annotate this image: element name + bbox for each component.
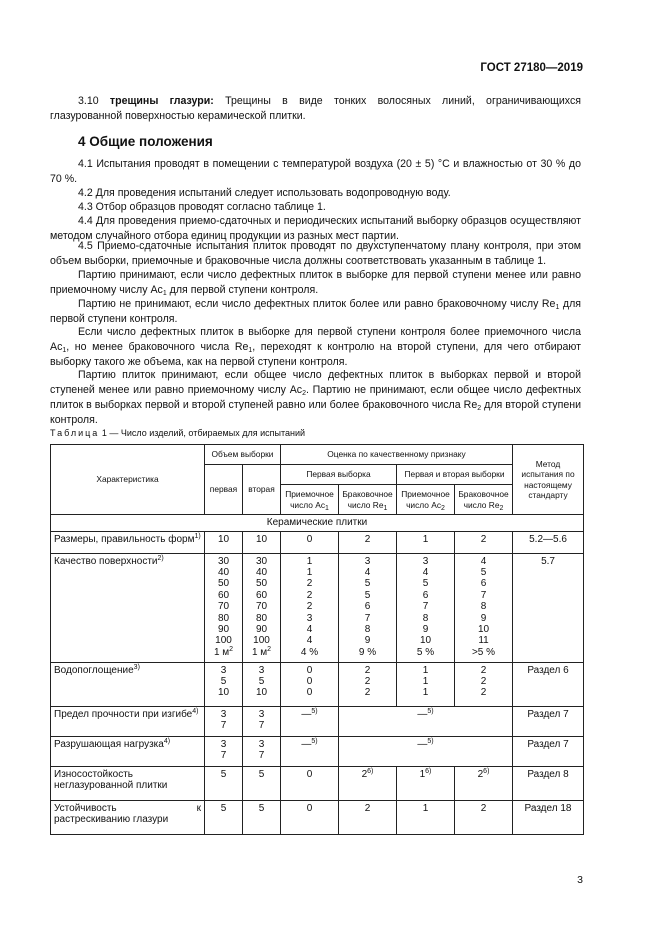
dash: — bbox=[417, 738, 428, 750]
footnote-ref: 4) bbox=[192, 707, 199, 715]
cell-value: 1 bbox=[306, 566, 313, 578]
paragraph-4-4: 4.4 Для проведения приемо-сдаточных и периодических испытаний выборку образцов осуществляют методом случайного отбора единиц продукции из разных мест партии. bbox=[50, 215, 581, 242]
cell-value: 7 bbox=[422, 601, 429, 613]
cell-value: 6 bbox=[422, 589, 429, 601]
cell-value: 9 % bbox=[358, 646, 377, 658]
cell-value: 2 bbox=[480, 687, 487, 699]
cell-reject-second bbox=[455, 800, 513, 834]
cell-value: 4 bbox=[306, 623, 313, 635]
cell-reject-first bbox=[339, 800, 397, 834]
cell-value: 3 bbox=[422, 555, 429, 567]
header-first: первая bbox=[205, 465, 243, 515]
cell-accept-second bbox=[397, 553, 455, 662]
cell-value: 40 bbox=[255, 566, 268, 578]
text-part: , но менее браковочного числа Re bbox=[66, 341, 249, 353]
definition-text: Трещины в виде тонких волосяных линий, ограничивающихся глазурованной поверхностью керамической плитки. bbox=[50, 95, 581, 122]
cell-value: 5 % bbox=[416, 646, 435, 658]
cell-value: 80 bbox=[217, 612, 230, 624]
cell-method: Раздел 7 bbox=[513, 736, 584, 766]
cell-reject-first bbox=[339, 553, 397, 662]
row-characteristic bbox=[51, 766, 205, 800]
cell-value: 1 bbox=[422, 533, 429, 545]
cell-value: 80 bbox=[255, 612, 268, 624]
cell-value: 0 bbox=[306, 687, 313, 699]
subscript: 1 bbox=[162, 290, 167, 297]
cell-value: 5 bbox=[258, 768, 265, 780]
cell-value: 2 bbox=[480, 533, 487, 545]
subscript: 2 bbox=[302, 390, 306, 397]
cell-value: 8 bbox=[480, 601, 487, 613]
cell-value: 60 bbox=[255, 589, 268, 601]
cell-accept-second bbox=[397, 766, 455, 800]
cell-value: 5 bbox=[480, 566, 487, 578]
subscript: 2 bbox=[477, 405, 482, 412]
cell-value: 5 bbox=[364, 589, 371, 601]
cell-value: 3 bbox=[220, 708, 227, 720]
table-row bbox=[51, 662, 584, 706]
cell-value: 5 bbox=[220, 802, 227, 814]
footnote-ref: 5) bbox=[311, 707, 318, 715]
cell-value: 30 bbox=[255, 555, 268, 567]
footnote-ref: 2) bbox=[157, 554, 164, 562]
cell-value: 5 bbox=[220, 675, 227, 687]
cell-value: 2 bbox=[480, 664, 487, 676]
paragraph-4-5: 4.5 Приемо-сдаточные испытания плиток проводят по двухступенчатому плану контроля, при этом объем выборки, приемочные и браковочные числа должны соответствовать указанным в таблице 1. bbox=[50, 240, 581, 267]
table-row bbox=[51, 800, 584, 834]
header-method: Метод испытания по настоящему стандарту bbox=[513, 445, 584, 515]
cell-value: 6 bbox=[364, 601, 371, 613]
cell-value: 9 bbox=[480, 612, 487, 624]
cell-value: 2 bbox=[306, 578, 313, 590]
cell-method: Раздел 7 bbox=[513, 706, 584, 736]
cell-value: 3 bbox=[258, 738, 265, 750]
footnote-ref: 5) bbox=[427, 707, 434, 715]
cell-value: 2 bbox=[364, 675, 371, 687]
paragraph-reject-first bbox=[50, 297, 581, 327]
cell-value: 1 bbox=[422, 675, 429, 687]
cell-value: 5 bbox=[258, 675, 265, 687]
text-part: для первой ступени контроля. bbox=[166, 284, 319, 296]
cell-value: 10 bbox=[419, 635, 432, 647]
cell-value: 60 bbox=[217, 589, 230, 601]
definition-term: трещины глазури: bbox=[109, 95, 214, 107]
cell-value: 6 bbox=[480, 578, 487, 590]
cell-value: 5 bbox=[422, 578, 429, 590]
text-part: Если число дефектных плиток в выборке для первой ступени контроля более приемочного числа Ас bbox=[50, 326, 581, 353]
page-number: 3 bbox=[577, 874, 583, 886]
cell-accept-second bbox=[397, 662, 455, 706]
definition-3-10 bbox=[50, 94, 581, 124]
cell-value: 2 bbox=[480, 675, 487, 687]
cell-accept-first bbox=[281, 662, 339, 706]
cell-value: 1 bbox=[422, 687, 429, 699]
caption-word: Таблица bbox=[50, 428, 100, 438]
cell-reject-first bbox=[339, 531, 397, 553]
cell-value: 40 bbox=[217, 566, 230, 578]
cell-value: 70 bbox=[255, 601, 268, 613]
cell-volume-first bbox=[205, 662, 243, 706]
cell-volume-first bbox=[205, 531, 243, 553]
characteristic-name: Износостойкость неглазурованной плитки bbox=[54, 768, 168, 791]
table-row bbox=[51, 736, 584, 766]
cell-volume-second bbox=[243, 800, 281, 834]
cell-value: 90 bbox=[255, 623, 268, 635]
cell-value: 70 bbox=[217, 601, 230, 613]
subscript: 1 bbox=[555, 304, 560, 311]
section-title: 4 Общие положения bbox=[78, 134, 213, 149]
cell-value: 3 bbox=[220, 738, 227, 750]
cell-value: 100 bbox=[215, 635, 232, 647]
footnote-ref: 5) bbox=[311, 737, 318, 745]
superscript: 2 bbox=[229, 645, 234, 653]
subscript: 1 bbox=[62, 347, 67, 354]
cell-volume-second bbox=[243, 766, 281, 800]
cell-reject-second bbox=[455, 553, 513, 662]
text-part: Партию принимают, если число дефектных плиток в выборке для первой ступени менее или равно приемочному числу Ас bbox=[50, 269, 581, 296]
row-characteristic bbox=[51, 736, 205, 766]
text-part: Партию не принимают, если число дефектных плиток более или равно браковочному числу Re bbox=[78, 298, 556, 310]
header-reject-2: Браковочное число $Re_2$ bbox=[455, 485, 513, 515]
text-part: для второй ступени контроля. bbox=[50, 399, 581, 426]
table-row bbox=[51, 766, 584, 800]
cell-value: 10 bbox=[255, 533, 268, 545]
footnote-ref: 1) bbox=[194, 532, 201, 540]
paragraph-4-2: 4.2 Для проведения испытаний следует использовать водопроводную воду. bbox=[78, 187, 451, 199]
footnote-ref: 6) bbox=[367, 767, 374, 775]
cell-merged-dash bbox=[339, 736, 513, 766]
cell-volume-second bbox=[243, 662, 281, 706]
cell-volume-first bbox=[205, 553, 243, 662]
cell-reject-second bbox=[455, 662, 513, 706]
cell-value: 4 bbox=[480, 555, 487, 567]
cell-value: 50 bbox=[217, 578, 230, 590]
dash: — bbox=[417, 708, 428, 720]
cell-accept-first bbox=[281, 766, 339, 800]
standard-code: ГОСТ 27180—2019 bbox=[480, 62, 583, 74]
cell-value: 4 bbox=[422, 566, 429, 578]
footnote-ref: 5) bbox=[427, 737, 434, 745]
text-part: , переходят к контролю на второй ступени, для чего отбирают выборку такого же объема, как на первой ступени контроля. bbox=[50, 341, 581, 368]
cell-value: 5 bbox=[258, 802, 265, 814]
paragraph-4-1: 4.1 Испытания проводят в помещении с температурой воздуха (20 ± 5) °С и влажностью от 30 % до 70 %. bbox=[50, 158, 581, 185]
cell-value: 10 bbox=[477, 623, 490, 635]
cell-value: 2 bbox=[306, 601, 313, 613]
characteristic-name: Водопоглощение bbox=[54, 664, 134, 676]
definition-number: 3.10 bbox=[78, 95, 99, 107]
text-part: Партию плиток принимают, если общее число дефектных плиток в выборках первой и второй ступеней менее или равно приемочному числу Ас bbox=[50, 369, 581, 396]
cell-method: Раздел 6 bbox=[513, 662, 584, 706]
characteristic-name: Размеры, правильность форм bbox=[54, 533, 195, 545]
cell-value: 100 bbox=[253, 635, 270, 647]
cell-accept-first-dash bbox=[281, 706, 339, 736]
text-part: для первой ступени контроля. bbox=[50, 298, 581, 325]
cell-value: 7 bbox=[258, 719, 265, 731]
cell-value: 8 bbox=[364, 623, 371, 635]
cell-value: 7 bbox=[220, 719, 227, 731]
cell-method: 5.7 bbox=[513, 553, 584, 662]
cell-reject-first bbox=[339, 662, 397, 706]
cell-value: 3 bbox=[258, 664, 265, 676]
header-first-sample: Первая выборка bbox=[281, 465, 397, 485]
header-first-second-sample: Первая и вторая выборки bbox=[397, 465, 513, 485]
cell-accept-first bbox=[281, 531, 339, 553]
dash: — bbox=[301, 708, 312, 720]
cell-value: >5 % bbox=[471, 646, 496, 658]
paragraph-total bbox=[50, 368, 581, 428]
cell-value: 90 bbox=[217, 623, 230, 635]
text-part: . Партию не принимают, если общее число дефектных плиток в выборках первой и второй ступеней равно или более браковочного числа Re bbox=[50, 384, 581, 411]
header-second: вторая bbox=[243, 465, 281, 515]
cell-value: 3 bbox=[220, 664, 227, 676]
cell-accept-second bbox=[397, 531, 455, 553]
cell-value: 4 % bbox=[300, 646, 319, 658]
table-section-label: Керамические плитки bbox=[51, 515, 584, 532]
cell-value: 50 bbox=[255, 578, 268, 590]
caption-text: 1 — Число изделий, отбираемых для испытаний bbox=[101, 428, 306, 438]
cell-value: 1 bbox=[306, 555, 313, 567]
cell-value: 2 bbox=[364, 687, 371, 699]
characteristic-name: Разрушающая нагрузка bbox=[54, 738, 164, 750]
cell-value: 7 bbox=[258, 749, 265, 761]
cell-method: 5.2—5.6 bbox=[513, 531, 584, 553]
footnote-ref: 3) bbox=[133, 663, 140, 671]
table-caption bbox=[50, 428, 305, 438]
table-row bbox=[51, 706, 584, 736]
cell-volume-first bbox=[205, 800, 243, 834]
paragraph-second-stage bbox=[50, 325, 581, 370]
header-quality-eval: Оценка по качественному признаку bbox=[281, 445, 513, 465]
header-characteristic: Характеристика bbox=[51, 445, 205, 515]
header-accept-2: Приемочное число $Ас_2$ bbox=[397, 485, 455, 515]
row-characteristic bbox=[51, 662, 205, 706]
footnote-ref: 6) bbox=[483, 767, 490, 775]
cell-value: 4 bbox=[364, 566, 371, 578]
cell-value: 4 bbox=[306, 635, 313, 647]
cell-method: Раздел 18 bbox=[513, 800, 584, 834]
characteristic-name: Предел прочности при изгибе bbox=[54, 708, 193, 720]
cell-value: 7 bbox=[480, 589, 487, 601]
cell-value: 5 bbox=[364, 578, 371, 590]
cell-value: 2$^{6)}$ bbox=[361, 767, 374, 780]
cell-value: 8 bbox=[422, 612, 429, 624]
cell-reject-first bbox=[339, 766, 397, 800]
cell-value: 10 bbox=[217, 533, 230, 545]
cell-value: 3 bbox=[364, 555, 371, 567]
cell-volume-first bbox=[205, 706, 243, 736]
cell-value: 3 bbox=[306, 612, 313, 624]
cell-accept-second bbox=[397, 800, 455, 834]
cell-value: 7 bbox=[364, 612, 371, 624]
cell-value: 10 bbox=[217, 687, 230, 699]
cell-accept-first bbox=[281, 553, 339, 662]
subscript: 1 bbox=[248, 347, 253, 354]
cell-accept-first-dash bbox=[281, 736, 339, 766]
paragraph-4-3: 4.3 Отбор образцов проводят согласно таблице 1. bbox=[78, 201, 326, 213]
cell-volume-first bbox=[205, 766, 243, 800]
superscript: 2 bbox=[267, 645, 272, 653]
characteristic-name: Качество поверхности bbox=[54, 555, 158, 567]
dash: — bbox=[301, 738, 312, 750]
table-row bbox=[51, 531, 584, 553]
cell-merged-dash bbox=[339, 706, 513, 736]
cell-value: 2 bbox=[364, 802, 371, 814]
cell-value: 0 bbox=[306, 802, 313, 814]
cell-value: 0 bbox=[306, 533, 313, 545]
cell-value: 2 bbox=[364, 533, 371, 545]
cell-method: Раздел 8 bbox=[513, 766, 584, 800]
cell-volume-second bbox=[243, 553, 281, 662]
cell-value: 9 bbox=[364, 635, 371, 647]
cell-value: 0 bbox=[306, 675, 313, 687]
cell-volume-second bbox=[243, 706, 281, 736]
characteristic-name: Устойчивость к растрескиванию глазури bbox=[54, 802, 201, 825]
cell-value: 2 bbox=[480, 802, 487, 814]
row-characteristic bbox=[51, 553, 205, 662]
footnote-ref: 4) bbox=[163, 737, 171, 745]
cell-value: 1$^{6)}$ bbox=[419, 767, 432, 780]
cell-reject-second bbox=[455, 766, 513, 800]
paragraph-accept-first bbox=[50, 268, 581, 298]
cell-value: 30 bbox=[217, 555, 230, 567]
cell-value: 1 bbox=[422, 802, 429, 814]
cell-volume-second bbox=[243, 736, 281, 766]
cell-value: 1 $м^2$ bbox=[251, 645, 272, 658]
cell-value: 1 bbox=[422, 664, 429, 676]
cell-value: 1 $м^2$ bbox=[213, 645, 234, 658]
cell-value: 2 bbox=[306, 589, 313, 601]
sampling-table bbox=[50, 444, 584, 835]
cell-value: 0 bbox=[306, 664, 313, 676]
header-accept-1: Приемочное число $Ас_1$ bbox=[281, 485, 339, 515]
cell-value: 11 bbox=[478, 635, 489, 647]
header-sample-volume: Объем выборки bbox=[205, 445, 281, 465]
cell-accept-first bbox=[281, 800, 339, 834]
table-row bbox=[51, 553, 584, 662]
cell-value: 0 bbox=[306, 768, 313, 780]
cell-value: 2 bbox=[364, 664, 371, 676]
cell-value: 7 bbox=[220, 749, 227, 761]
header-reject-1: Браковочное число $Re_1$ bbox=[339, 485, 397, 515]
cell-value: 2$^{6)}$ bbox=[477, 767, 490, 780]
row-characteristic bbox=[51, 800, 205, 834]
cell-volume-first bbox=[205, 736, 243, 766]
row-characteristic bbox=[51, 531, 205, 553]
cell-reject-second bbox=[455, 531, 513, 553]
footnote-ref: 6) bbox=[425, 767, 432, 775]
cell-value: 3 bbox=[258, 708, 265, 720]
cell-value: 9 bbox=[422, 623, 429, 635]
cell-value: 10 bbox=[255, 687, 268, 699]
cell-value: 5 bbox=[220, 768, 227, 780]
cell-volume-second bbox=[243, 531, 281, 553]
row-characteristic bbox=[51, 706, 205, 736]
